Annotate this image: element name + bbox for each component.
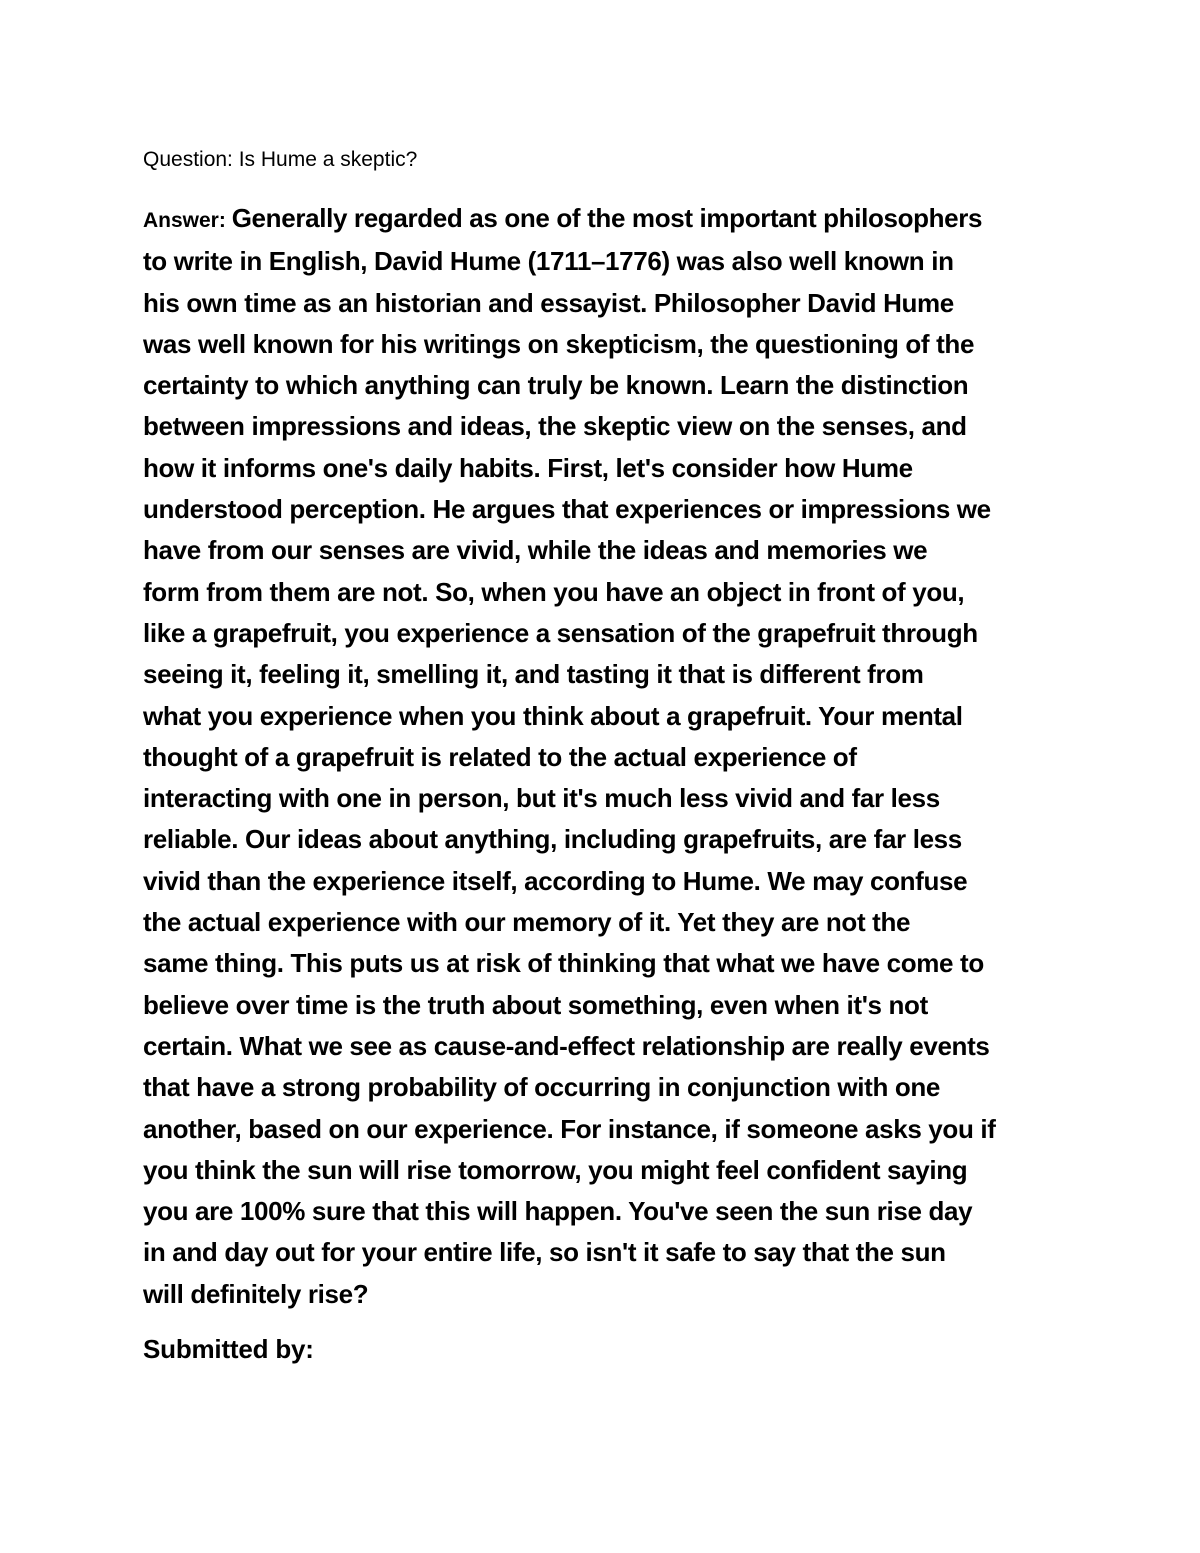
- answer-line: his own time as an historian and essayist. Philosopher David Hume: [143, 287, 954, 318]
- question-text: Question: Is Hume a skeptic?: [143, 148, 418, 171]
- answer-line: to write in English, David Hume (1711–1776) was also well known in: [143, 246, 954, 277]
- answer-line: form from them are not. So, when you have an object in front of you,: [143, 576, 965, 607]
- answer-line: you are 100% sure that this will happen. You've seen the sun rise day: [143, 1196, 973, 1227]
- answer-line: understood perception. He argues that experiences or impressions we: [143, 494, 991, 525]
- answer-block: [143, 198, 1078, 1315]
- answer-line: how it informs one's daily habits. First, let's consider how Hume: [143, 452, 913, 483]
- answer-line: you think the sun will rise tomorrow, you might feel confident saying: [143, 1154, 968, 1185]
- answer-line: believe over time is the truth about something, even when it's not: [143, 989, 928, 1020]
- answer-label: Answer:: [143, 209, 232, 232]
- answer-line: what you experience when you think about a grapefruit. Your mental: [143, 700, 963, 731]
- answer-line: certain. What we see as cause-and-effect relationship are really events: [143, 1030, 990, 1061]
- submitted-by-label: Submitted by:: [143, 1334, 314, 1364]
- answer-line-text: Generally regarded as one of the most important philosophers: [231, 203, 983, 233]
- answer-line: seeing it, feeling it, smelling it, and tasting it that is different from: [143, 659, 924, 690]
- answer-line: in and day out for your entire life, so isn't it safe to say that the sun: [143, 1237, 946, 1268]
- answer-line: thought of a grapefruit is related to the actual experience of: [143, 741, 857, 772]
- answer-line: vivid than the experience itself, according to Hume. We may confuse: [143, 865, 968, 896]
- answer-line: reliable. Our ideas about anything, including grapefruits, are far less: [143, 824, 962, 855]
- answer-line: interacting with one in person, but it's much less vivid and far less: [143, 783, 940, 814]
- answer-line: was well known for his writings on skepticism, the questioning of the: [143, 328, 975, 359]
- answer-line: have from our senses are vivid, while the ideas and memories we: [143, 535, 928, 566]
- answer-line: same thing. This puts us at risk of thinking that what we have come to: [143, 948, 984, 979]
- answer-line: will definitely rise?: [143, 1278, 369, 1309]
- answer-line: another, based on our experience. For instance, if someone asks you if: [143, 1113, 996, 1144]
- answer-line: the actual experience with our memory of it. Yet they are not the: [143, 907, 911, 938]
- answer-line: certainty to which anything can truly be known. Learn the distinction: [143, 370, 969, 401]
- answer-line: like a grapefruit, you experience a sensation of the grapefruit through: [143, 617, 978, 648]
- answer-line: that have a strong probability of occurring in conjunction with one: [143, 1072, 941, 1103]
- answer-line: between impressions and ideas, the skeptic view on the senses, and: [143, 411, 967, 442]
- answer-line: [143, 198, 1078, 241]
